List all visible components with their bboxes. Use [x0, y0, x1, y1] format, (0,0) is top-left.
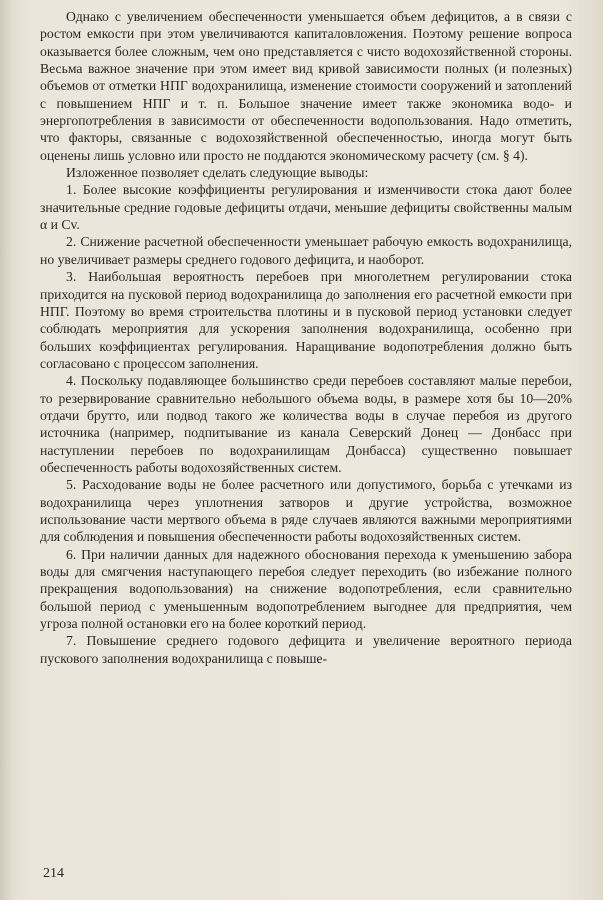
paragraph-conclusions-lead: Изложенное позволяет сделать следующие выводы: [66, 165, 369, 181]
paragraph-conclusion-6: 6. При наличии данных для надежного обоснования перехода к уменьшению забора воды для смягчения наступающего перебоя следует переходить (во избежание полного прекращения водопользования) на снижение водопотребления, если сравнительно большой период с уменьшенным водопотреблением выгоднее для предприятия, чем угроза полной остановки его на более короткий период. [40, 546, 572, 632]
paragraph-conclusion-7: 7. Повышение среднего годового дефицита и увеличение вероятного периода пускового заполнения водохранилища с повыше- [40, 633, 572, 666]
paragraph-conclusion-4: 4. Поскольку подавляющее большинство среди перебоев составляют малые перебои, то резервирование сравнительно небольшого объема воды, в размере хотя бы 10—20% отдачи брутто, или подвод такого же количества воды в случае перебоя из другого источника (например, подпитывание из канала Северский Донец — Донбасс при наступлении перебоев по водохранилищам Донбасса) существенно повышает обеспеченность работы водохозяйственных систем. [40, 373, 572, 475]
page-number: 214 [43, 866, 64, 881]
paragraph-conclusion-2: 2. Снижение расчетной обеспеченности уменьшает рабочую емкость водохранилища, но увеличивает размеры среднего годового дефицита, и наоборот. [40, 234, 572, 267]
paragraph-conclusion-1: 1. Более высокие коэффициенты регулирования и изменчивости стока дают более значительные средние годовые дефициты отдачи, меньшие дефициты свойственны малым α и Cv. [40, 182, 572, 233]
paragraph-conclusion-3: 3. Наибольшая вероятность перебоев при многолетнем регулировании стока приходится на пусковой период водохранилища до заполнения его расчетной емкости при НПГ. Поэтому во время строительства плотины и в пусковой период установки следует соблюдать мероприятия для ускорения заполнения водохранилища, особенно при больших коэффициентах регулирования. Наращивание водопотребления должно быть согласовано с процессом заполнения. [40, 269, 572, 371]
paragraph-conclusion-5: 5. Расходование воды не более расчетного или допустимого, борьба с утечками из водохранилища через уплотнения затворов и другие устройства, возможное использование части мертвого объема в ряде случаев являются важными мероприятиями для соблюдения и повышения обеспеченности работы водохозяйственных систем. [40, 477, 572, 545]
page-body-text [40, 8, 572, 667]
paragraph-intro: Однако с увеличением обеспеченности уменьшается объем дефицитов, а в связи с ростом емкости при этом увеличиваются капиталовложения. Поэтому решение вопроса оказывается более сложным, чем оно представляется с чисто водохозяйственной стороны. Весьма важное значение при этом имеет вид кривой зависимости полных (и полезных) объемов от отметки НПГ водохранилища, изменение стоимости сооружений и затоплений с повышением НПГ и т. п. Большое значение имеет также экономика водо- и энергопотребления в зависимости от обеспеченности водопользования. Надо отметить, что факторы, связанные с водохозяйственной обеспеченностью, иногда могут быть оценены лишь условно или просто не поддаются экономическому расчету (см. § 4). [40, 9, 572, 163]
